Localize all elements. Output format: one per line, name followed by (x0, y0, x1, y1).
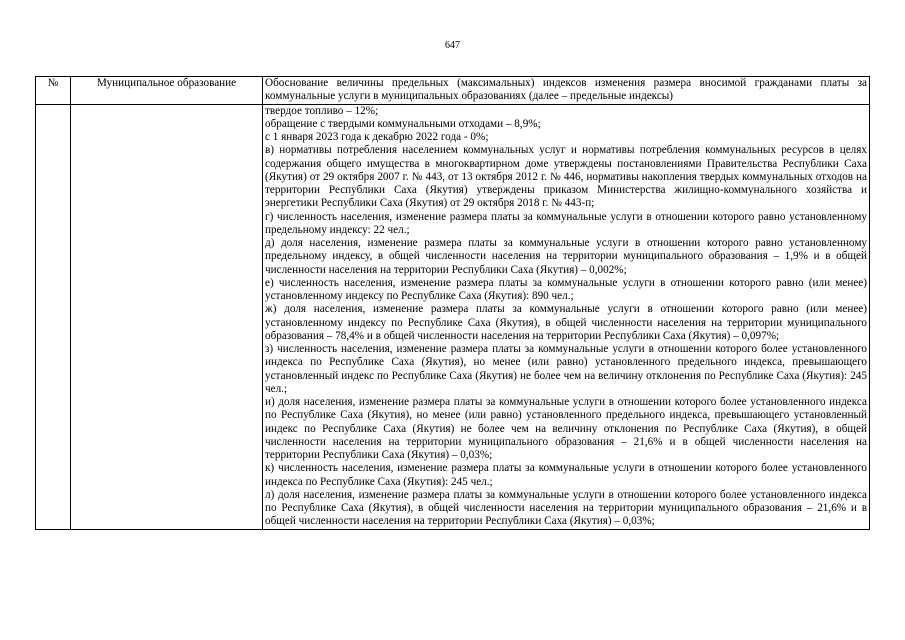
paragraph-solid-fuel: твердое топливо – 12%; (265, 104, 379, 117)
paragraph-k: к) численность населения, изменение размера платы за коммунальные услуги в отношении которого более установленного индекса по Республике Саха (Якутия): 245 чел.; (265, 462, 867, 488)
paragraph-i: и) доля населения, изменение размера платы за коммунальные услуги в отношении которого более установленного индекса по Республике Саха (Якутия), но менее (или равно) установленного предельного индекса, превышающего установленный индекс по Республике Саха (Якутия) не более чем на величину отклонения по Республике Саха (Якутия), в общей численности населения на территории муниципального образования – 21,6% и в общей численности населения на территории Республики Саха (Якутия) – 0,03%; (265, 396, 867, 461)
paragraph-v: в) нормативы потребления населением коммунальных услуг и нормативы потребления коммунальных ресурсов в целях содержания общего имущества в многоквартирном доме утверждены постановлениями Правительства Республики Саха (Якутия) от 29 октября 2007 г. № 443, от 13 октября 2012 г. № 446, нормативы накопления твердых коммунальных отходов на территории Республики Саха (Якутия) утверждены приказом Министерства жилищно-коммунального хозяйства и энергетики Республики Саха (Якутия) от 29 октября 2018 г. № 443-п; (265, 144, 867, 210)
row-municipality-cell (71, 104, 263, 529)
paragraph-e: е) численность населения, изменение размера платы за коммунальные услуги в отношении которого равно (или менее) установленному индексу по Республике Саха (Якутия): 890 чел.; (265, 276, 867, 302)
page-number: 647 (445, 40, 460, 51)
row-number-cell (36, 104, 71, 529)
paragraph-jan-2023: с 1 января 2023 года к декабрю 2022 года - 0%; (265, 131, 489, 143)
table-header-row (36, 77, 870, 105)
header-number: № (36, 77, 71, 105)
paragraph-waste: обращение с твердыми коммунальными отходами – 8,9%; (265, 117, 541, 130)
header-municipality: Муниципальное образование (71, 77, 263, 105)
paragraph-d: д) доля населения, изменение размера платы за коммунальные услуги в отношении которого равно установленному предельному индексу, в общей численности населения на территории муниципального образования – 1,9% и в общей численности населения на территории Республики Саха (Якутия) – 0,002%; (265, 237, 867, 276)
paragraph-z: з) численность населения, изменение размера платы за коммунальные услуги в отношении которого более установленного индекса по Республике Саха (Якутия), но менее (или равно) установленного предельного индекса, превышающего установленный индекс по Республике Саха (Якутия) не более чем на величину отклонения по Республике Саха (Якутия): 245 чел.; (265, 343, 867, 395)
paragraph-g: г) численность населения, изменение размера платы за коммунальные услуги в отношении которого равно установленному предельному индексу: 22 чел.; (265, 210, 867, 236)
table-row (36, 104, 870, 529)
paragraph-zh: ж) доля населения, изменение размера платы за коммунальные услуги в отношении которого равно (или менее) установленному индексу по Республике Саха (Якутия), в общей численности населения на территории муниципального образования – 78,4% и в общей численности населения на территории Республики Саха (Якутия) – 0,097%; (265, 303, 867, 342)
row-justification-cell (263, 104, 870, 529)
header-justification (263, 77, 870, 105)
header-justification-text: Обоснование величины предельных (максимальных) индексов изменения размера вносимой гражданами платы за коммунальные услуги в муниципальных образованиях (далее – предельные индексы) (265, 77, 867, 103)
paragraph-l: л) доля населения, изменение размера платы за коммунальные услуги в отношении которого более установленного индекса по Республике Саха (Якутия), в общей численности населения на территории муниципального образования – 21,6% и в общей численности населения на территории Республики Саха (Якутия) – 0,03%; (265, 488, 867, 528)
document-table (35, 76, 870, 530)
